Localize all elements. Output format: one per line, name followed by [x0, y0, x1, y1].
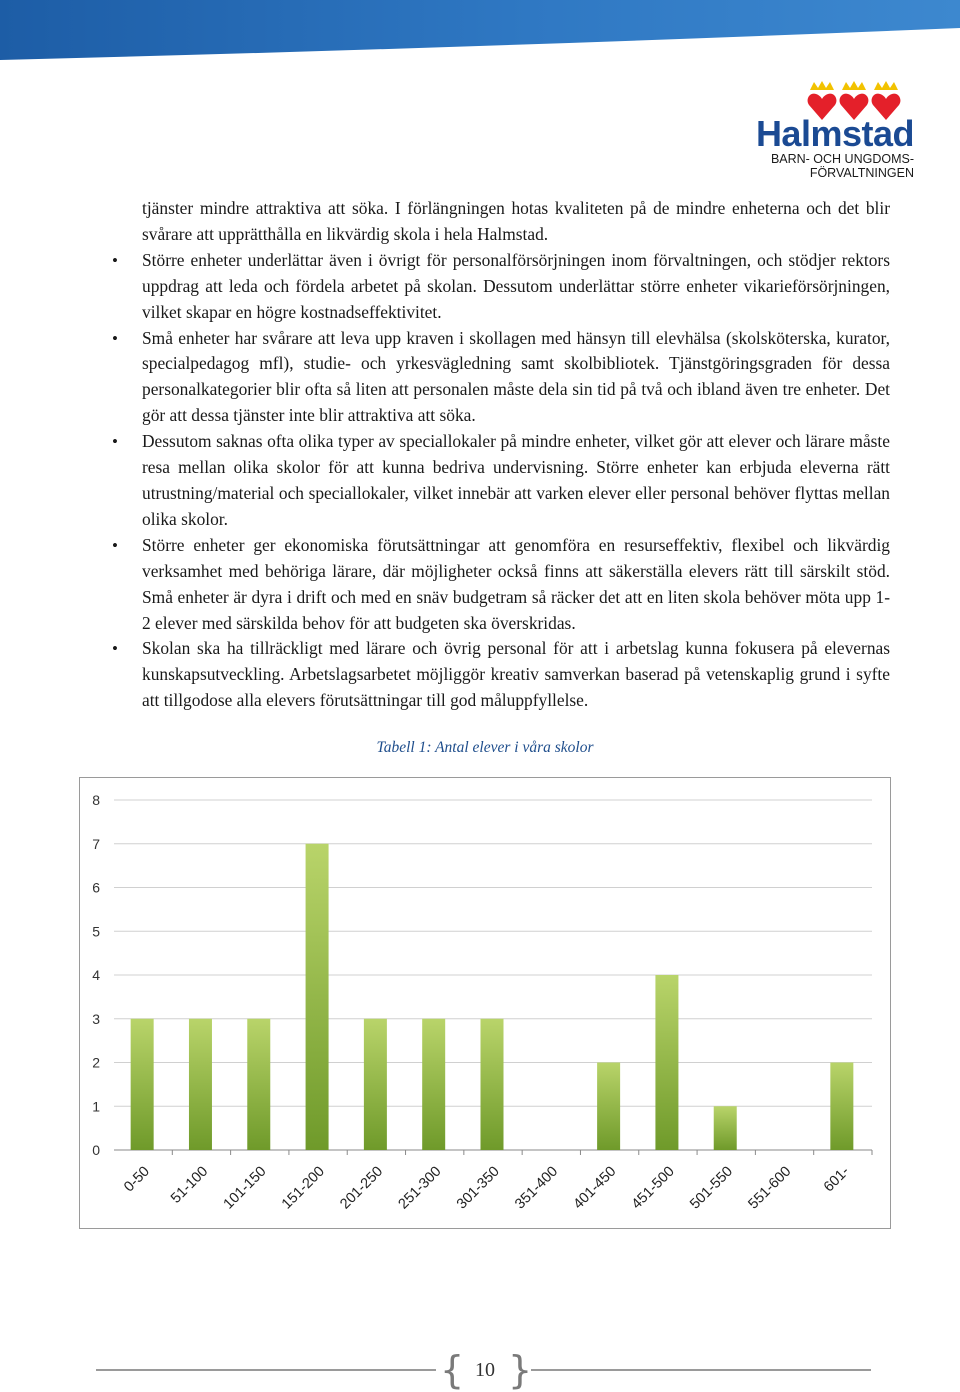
brace-right-icon: } — [508, 1348, 533, 1392]
bar-51-100 — [189, 1019, 212, 1150]
header-band-curve — [0, 0, 960, 80]
bullet-item: • Skolan ska ha tillräckligt med lärare och övrig personal för att i arbetslag kunna fokusera på elevernas kunskapsutveckling. Arbetslagsarbetet möjliggör kreativ samverkan baserad på vetenskaplig grund i syfte att tillgodose alla elevers förutsättningar till god måluppfyllelse. — [142, 636, 890, 714]
bar-401-450 — [597, 1063, 620, 1151]
x-tick-label: 501-550 — [687, 1163, 737, 1213]
bar-601- — [830, 1063, 853, 1151]
page-number: 10 — [475, 1359, 495, 1381]
x-tick-label: 201-250 — [337, 1163, 387, 1213]
bar-201-250 — [364, 1019, 387, 1150]
y-tick-label: 2 — [92, 1054, 100, 1071]
bullet-list — [142, 248, 890, 714]
logo-sub-line1: BARN- OCH UNGDOMS- — [770, 152, 914, 166]
y-tick-label: 5 — [92, 923, 100, 940]
bar-101-150 — [247, 1019, 270, 1150]
logo-name: Halmstad — [755, 113, 914, 154]
bar-451-500 — [655, 975, 678, 1150]
bar-chart-svg — [80, 778, 890, 1228]
bar-301-350 — [481, 1019, 504, 1150]
bar-251-300 — [422, 1019, 445, 1150]
x-tick-label: 601- — [820, 1163, 853, 1196]
halmstad-logo — [754, 80, 914, 180]
y-tick-label: 0 — [92, 1142, 100, 1158]
intro-paragraph: tjänster mindre attraktiva att söka. I förlängningen hotas kvaliteten på de mindre enheterna och det blir svårare att upprätthålla en likvärdig skola i hela Halmstad. — [142, 198, 890, 244]
footer-line-right — [531, 1369, 871, 1371]
bar-chart — [79, 777, 891, 1229]
bullet-item: • Större enheter underlättar även i övrigt för personalförsörjningen inom förvaltningen, och stödjer rektors uppdrag att leda och fördela arbetet på skolan. Dessutom underlättar större enheter vikarieförsörjningen, vilket skapar en högre kostnadseffektivitet. — [142, 248, 890, 326]
logo-subtitle — [744, 152, 914, 180]
y-tick-label: 4 — [92, 967, 100, 983]
x-tick-label: 351-400 — [512, 1163, 562, 1213]
y-tick-label: 1 — [92, 1098, 100, 1115]
x-tick-label: 401-450 — [570, 1163, 620, 1213]
footer-line-left — [96, 1369, 436, 1371]
bullet-item: • Större enheter ger ekonomiska förutsättningar att genomföra en resurseffektiv, flexibel och likvärdig verksamhet med behöriga lärare, där möjligheter också finns att säkerställa elevers rätt till särskilt stöd. Små enheter är dyra i drift och med en snäv budgetram så räcker det att en liten skola behöver möta upp 1-2 elever med särskilda behov för att budgeten ska överskridas. — [142, 533, 890, 637]
bar-501-550 — [714, 1106, 737, 1150]
y-tick-label: 6 — [92, 879, 100, 896]
y-tick-label: 3 — [92, 1010, 100, 1027]
bar-151-200 — [306, 844, 329, 1150]
x-tick-label: 301-350 — [453, 1163, 503, 1213]
bar-0-50 — [131, 1019, 154, 1150]
x-tick-label: 51-100 — [168, 1163, 212, 1207]
x-tick-label: 151-200 — [278, 1163, 328, 1213]
x-tick-label: 0-50 — [121, 1163, 153, 1196]
x-tick-label: 101-150 — [220, 1163, 270, 1213]
brace-left-icon: { — [440, 1348, 465, 1392]
logo-sub-line2: FÖRVALTNINGEN — [809, 166, 914, 180]
body-text — [142, 196, 890, 714]
y-tick-label: 7 — [92, 835, 100, 852]
bullet-item: • Dessutom saknas ofta olika typer av speciallokaler på mindre enheter, vilket gör att elever och lärare måste resa mellan olika skolor för att kunna bedriva undervisning. Större enheter kan erbjuda eleverna rätt utrustning/material och speciallokaler, vilket innebär att varken elever eller personal behöver flyttas mellan olika skolor. — [142, 429, 890, 533]
x-tick-label: 551-600 — [745, 1163, 795, 1213]
y-tick-label: 8 — [92, 792, 100, 808]
bullet-item: • Små enheter har svårare att leva upp kraven i skollagen med hänsyn till elevhälsa (skolsköterska, kurator, specialpedagog mfl), studie- och yrkesvägledning samt skolbibliotek. Tjänstgöringsgraden för dessa personalkategorier blir ofta så liten att personalen måste dela sin tid på två och ibland även tre enheter. Det gör att dessa tjänster inte blir attraktiva att söka. — [142, 326, 890, 430]
x-tick-label: 251-300 — [395, 1163, 445, 1213]
x-tick-label: 451-500 — [628, 1163, 678, 1213]
table-caption: Tabell 1: Antal elever i våra skolor — [376, 739, 594, 756]
